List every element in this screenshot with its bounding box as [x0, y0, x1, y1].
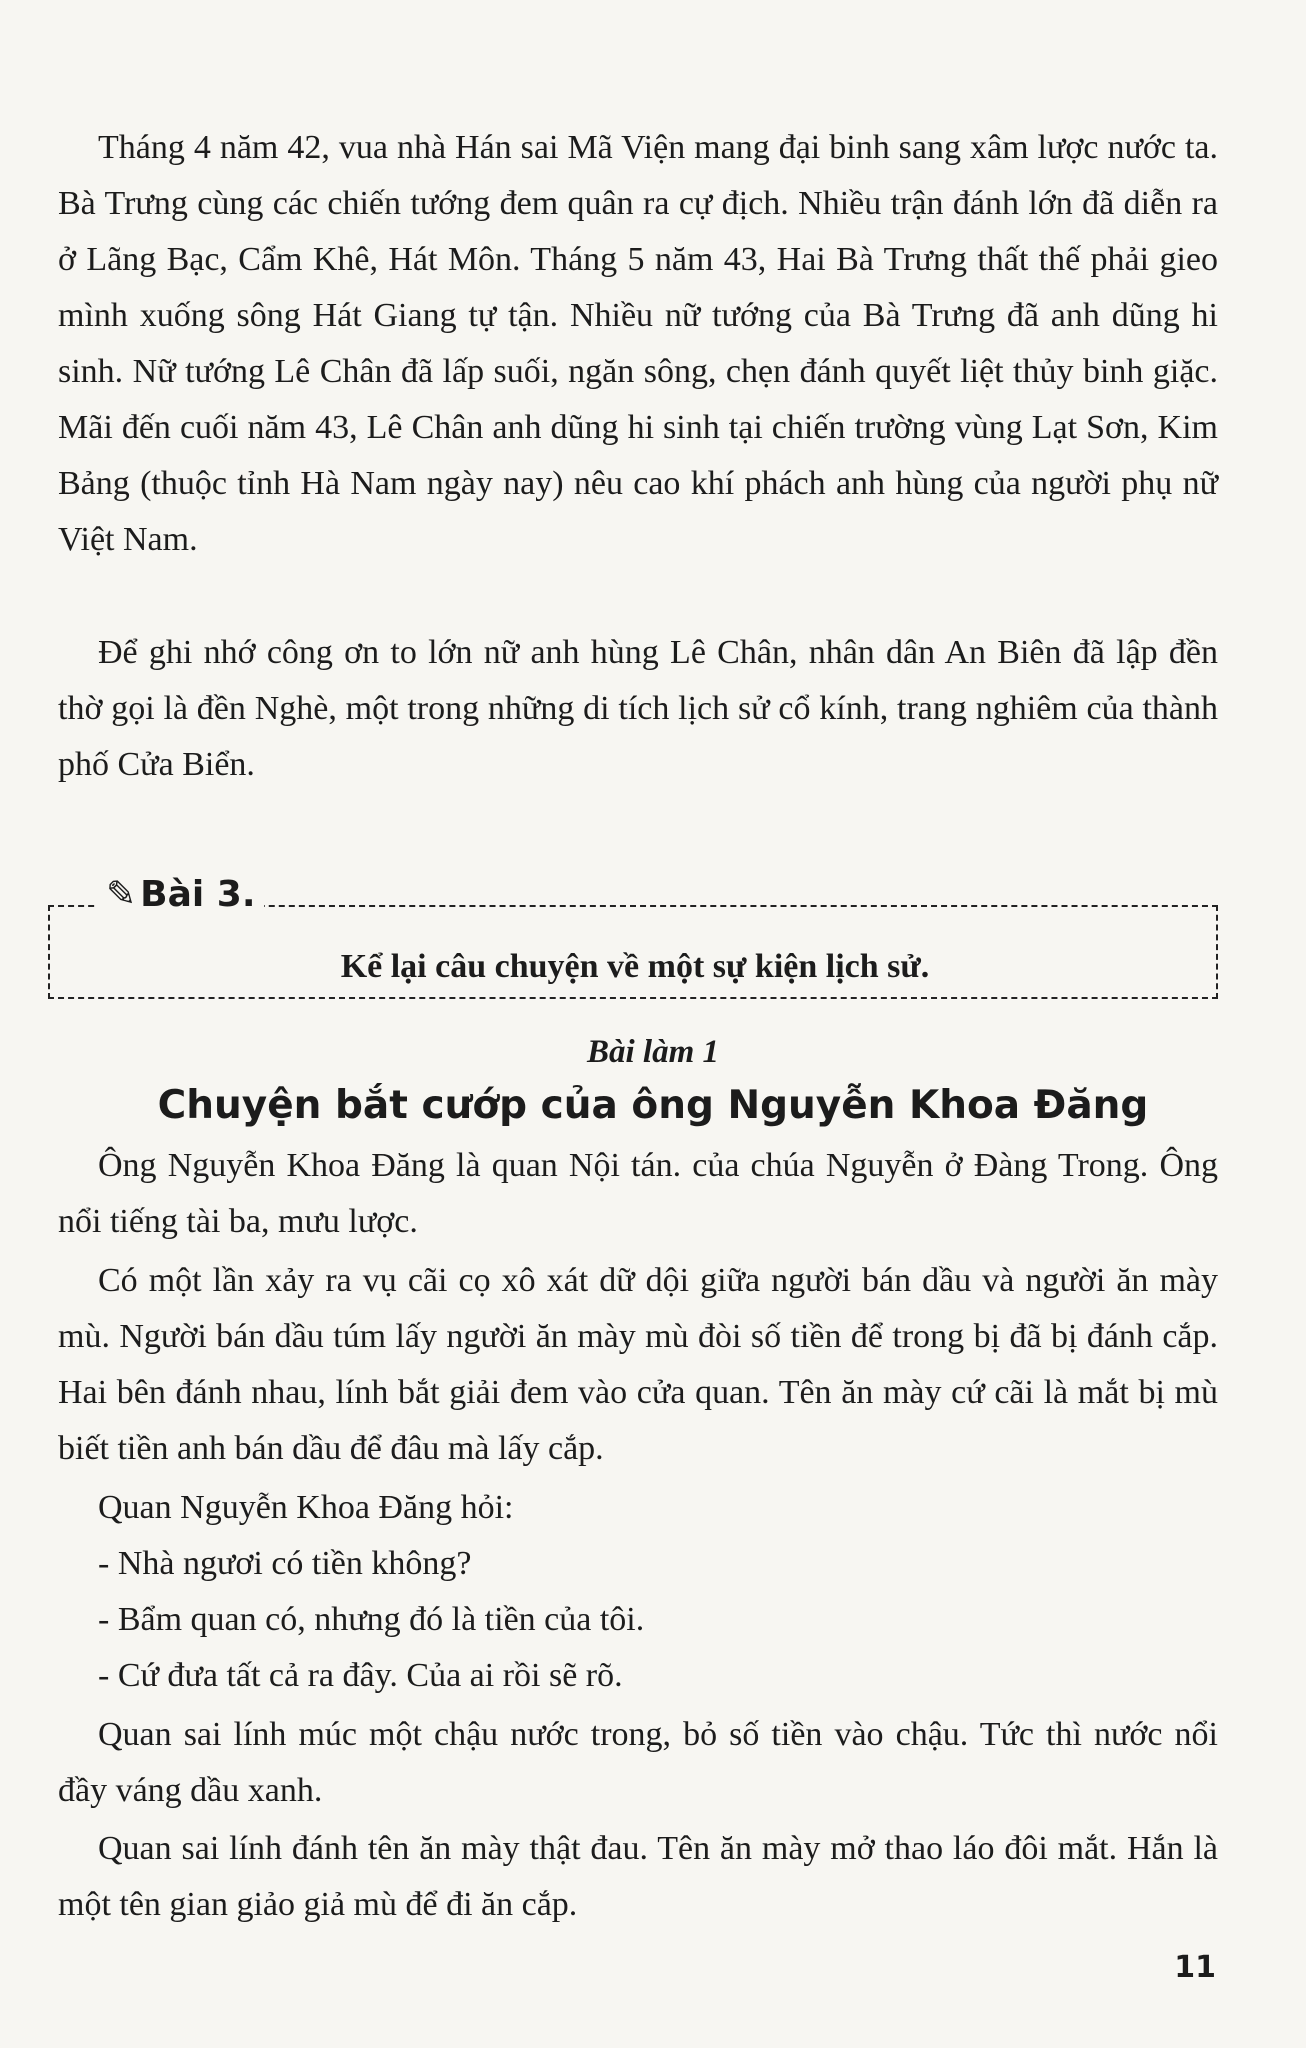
- paragraph-le-chan-temple: Để ghi nhớ công ơn to lớn nữ anh hùng Lê Chân, nhân dân An Biên đã lập đền thờ gọi là đền Nghè, một trong những di tích lịch sử cổ kính, trang nghiêm của thành phố Cửa Biển.: [58, 634, 1218, 783]
- pencil-icon: ✎: [106, 874, 137, 915]
- exercise-heading: [98, 872, 264, 918]
- story-paragraph-4: Quan sai lính múc một chậu nước trong, bỏ số tiền vào chậu. Tức thì nước nổi đầy váng dầu xanh.: [58, 1716, 1218, 1809]
- story-paragraph-5: Quan sai lính đánh tên ăn mày thật đau. Tên ăn mày mở thao láo đôi mắt. Hắn là một tên gian giảo giả mù để đi ăn cắp.: [58, 1830, 1218, 1923]
- story-paragraph-3: Quan Nguyễn Khoa Đăng hỏi:: [98, 1489, 514, 1526]
- work-label: Bài làm 1: [586, 1034, 720, 1070]
- story-title: Chuyện bắt cướp của ông Nguyễn Khoa Đăng: [157, 1083, 1149, 1128]
- exercise-box-bai-3: [48, 872, 1222, 1008]
- exercise-prompt: Kể lại câu chuyện về một sự kiện lịch sử.: [340, 948, 930, 985]
- story-paragraph-2: Có một lần xảy ra vụ cãi cọ xô xát dữ dội giữa người bán dầu và người ăn mày mù. Người bán dầu túm lấy người ăn mày mù đòi số tiền để trong bị đã bị đánh cắp. Hai bên đánh nhau, lính bắt giải đem vào cửa quan. Tên ăn mày cứ cãi là mắt bị mù biết tiền anh bán dầu để đâu mà lấy cắp.: [58, 1262, 1218, 1467]
- story-paragraph-1: Ông Nguyễn Khoa Đăng là quan Nội tán. của chúa Nguyễn ở Đàng Trong. Ông nổi tiếng tài ba, mưu lược.: [58, 1147, 1218, 1240]
- dialogue-line-2: - Bẩm quan có, nhưng đó là tiền của tôi.: [98, 1601, 645, 1638]
- page-number: 11: [1174, 1950, 1216, 1985]
- exercise-label: Bài 3.: [140, 874, 256, 915]
- paragraph-historical-account: Tháng 4 năm 42, vua nhà Hán sai Mã Viện mang đại binh sang xâm lược nước ta. Bà Trưng cùng các chiến tướng đem quân ra cự địch. Nhiều trận đánh lớn đã diễn ra ở Lãng Bạc, Cẩm Khê, Hát Môn. Tháng 5 năm 43, Hai Bà Trưng thất thế phải gieo mình xuống sông Hát Giang tự tận. Nhiều nữ tướng của Bà Trưng đã anh dũng hi sinh. Nữ tướng Lê Chân đã lấp suối, ngăn sông, chẹn đánh quyết liệt thủy binh giặc. Mãi đến cuối năm 43, Lê Chân anh dũng hi sinh tại chiến trường vùng Lạt Sơn, Kim Bảng (thuộc tỉnh Hà Nam ngày nay) nêu cao khí phách anh hùng của người phụ nữ Việt Nam.: [58, 129, 1218, 558]
- dialogue-line-3: - Cứ đưa tất cả ra đây. Của ai rồi sẽ rõ.: [98, 1657, 623, 1694]
- dialogue-line-1: - Nhà ngươi có tiền không?: [98, 1545, 472, 1582]
